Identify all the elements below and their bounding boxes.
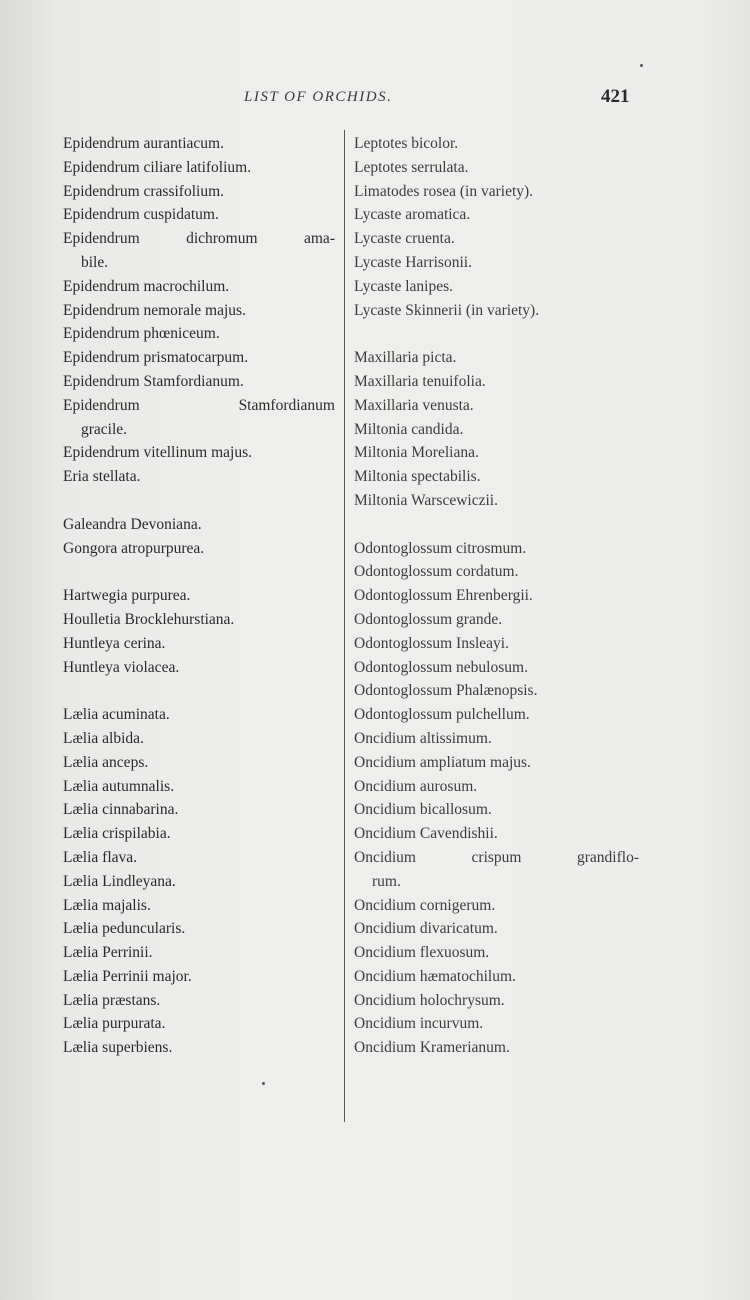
list-entry: Odontoglossum Ehrenbergii.: [354, 587, 533, 605]
list-entry: Huntleya cerina.: [63, 634, 166, 652]
list-entry: Lycaste cruenta.: [354, 230, 455, 248]
list-entry: Lælia flava.: [63, 848, 138, 866]
entry-word: Oncidium: [354, 848, 416, 866]
list-entry: Lycaste Harrisonii.: [354, 253, 472, 271]
list-entry: Maxillaria tenuifolia.: [354, 372, 486, 390]
list-entry: Epidendrum crassifolium.: [63, 182, 224, 200]
list-entry: Lælia purpurata.: [63, 1015, 166, 1033]
list-entry: Oncidium hæmatochilum.: [354, 967, 516, 985]
list-entry: [63, 394, 335, 418]
list-entry: Lælia anceps.: [63, 753, 149, 771]
list-entry: Lælia Lindleyana.: [63, 872, 176, 890]
list-entry: Lælia albida.: [63, 729, 144, 747]
list-entry: Lælia Perrinii major.: [63, 967, 192, 985]
list-entry: [63, 227, 335, 251]
list-entry: Odontoglossum pulchellum.: [354, 706, 530, 724]
list-entry: Lælia superbiens.: [63, 1039, 173, 1057]
list-entry: Lælia majalis.: [63, 896, 151, 914]
list-entry-continuation: rum.: [372, 872, 401, 890]
list-entry: Oncidium cornigerum.: [354, 896, 496, 914]
list-entry: Epidendrum Stamfordianum.: [63, 372, 244, 390]
list-entry: Lælia acuminata.: [63, 706, 170, 724]
column-divider: [344, 130, 345, 1122]
list-entry: Odontoglossum cordatum.: [354, 563, 519, 581]
list-entry: Epidendrum macrochilum.: [63, 277, 230, 295]
section-gap: [354, 322, 639, 346]
list-entry: Miltonia Moreliana.: [354, 444, 479, 462]
list-entry: Hartwegia purpurea.: [63, 587, 191, 605]
stray-ink-mark: [640, 64, 643, 67]
list-entry: Odontoglossum Phalænopsis.: [354, 682, 538, 700]
list-entry: Epidendrum cuspidatum.: [63, 206, 219, 224]
list-entry: Lycaste aromatica.: [354, 206, 471, 224]
entry-word: Epidendrum: [63, 230, 140, 248]
entry-word: Stamfordianum: [238, 396, 335, 414]
page-number: 421: [601, 86, 630, 107]
list-entry: Maxillaria picta.: [354, 349, 457, 367]
list-entry: Miltonia candida.: [354, 420, 464, 438]
list-entry: Oncidium Kramerianum.: [354, 1039, 510, 1057]
section-gap: [63, 560, 335, 584]
list-entry: Lælia præstans.: [63, 991, 161, 1009]
list-entry: Oncidium Cavendishii.: [354, 825, 498, 843]
list-entry: Oncidium ampliatum majus.: [354, 753, 531, 771]
list-entry: Lælia peduncularis.: [63, 920, 186, 938]
entry-word: grandiflo-: [577, 848, 639, 866]
list-entry: Epidendrum vitellinum majus.: [63, 444, 252, 462]
list-entry: Miltonia spectabilis.: [354, 468, 481, 486]
entry-word: Epidendrum: [63, 396, 140, 414]
list-entry: Lælia crispilabia.: [63, 825, 171, 843]
running-header: LIST OF ORCHIDS.: [244, 89, 393, 105]
entry-word: ama-: [304, 230, 335, 248]
entry-word: crispum: [471, 848, 522, 866]
list-entry: Eria stellata.: [63, 468, 141, 486]
list-entry: Miltonia Warscewiczii.: [354, 491, 498, 509]
list-entry: Lælia autumnalis.: [63, 777, 175, 795]
section-gap: [63, 489, 335, 513]
list-entry: Oncidium altissimum.: [354, 729, 492, 747]
list-entry: Oncidium flexuosum.: [354, 944, 490, 962]
section-gap: [354, 513, 639, 537]
list-entry: Lycaste Skinnerii (in variety).: [354, 301, 540, 319]
list-entry: Limatodes rosea (in variety).: [354, 182, 534, 200]
list-entry: Epidendrum prismatocarpum.: [63, 349, 249, 367]
list-entry: Lælia Perrinii.: [63, 944, 153, 962]
section-gap: [63, 679, 335, 703]
list-entry: Odontoglossum citrosmum.: [354, 539, 527, 557]
list-entry: Leptotes bicolor.: [354, 135, 459, 152]
list-entry: Odontoglossum grande.: [354, 610, 503, 628]
list-entry: Oncidium bicallosum.: [354, 801, 492, 819]
list-entry: Lælia cinnabarina.: [63, 801, 179, 819]
list-entry: Oncidium aurosum.: [354, 777, 478, 795]
list-entry: Epidendrum phœniceum.: [63, 325, 220, 343]
list-entry: Oncidium holochrysum.: [354, 991, 505, 1009]
list-entry: Leptotes serrulata.: [354, 158, 469, 176]
entry-word: dichromum: [186, 230, 258, 248]
list-entry: Epidendrum aurantiacum.: [63, 135, 224, 152]
list-entry-continuation: gracile.: [81, 420, 128, 438]
list-entry: Galeandra Devoniana.: [63, 515, 202, 533]
list-entry: Gongora atropurpurea.: [63, 539, 205, 557]
list-entry: Odontoglossum Insleayi.: [354, 634, 509, 652]
list-entry: [354, 846, 639, 870]
stray-ink-mark: [262, 1082, 265, 1085]
list-entry: Huntleya violacea.: [63, 658, 180, 676]
list-entry: Oncidium incurvum.: [354, 1015, 484, 1033]
left-column: [63, 132, 335, 1060]
list-entry: Epidendrum ciliare latifolium.: [63, 158, 252, 176]
list-entry-continuation: bile.: [81, 253, 109, 271]
list-entry: Lycaste lanipes.: [354, 277, 453, 295]
right-column: [354, 132, 639, 1060]
list-entry: Houlletia Brocklehurstiana.: [63, 610, 235, 628]
list-entry: Oncidium divaricatum.: [354, 920, 498, 938]
list-entry: Maxillaria venusta.: [354, 396, 474, 414]
list-entry: Odontoglossum nebulosum.: [354, 658, 528, 676]
list-entry: Epidendrum nemorale majus.: [63, 301, 246, 319]
